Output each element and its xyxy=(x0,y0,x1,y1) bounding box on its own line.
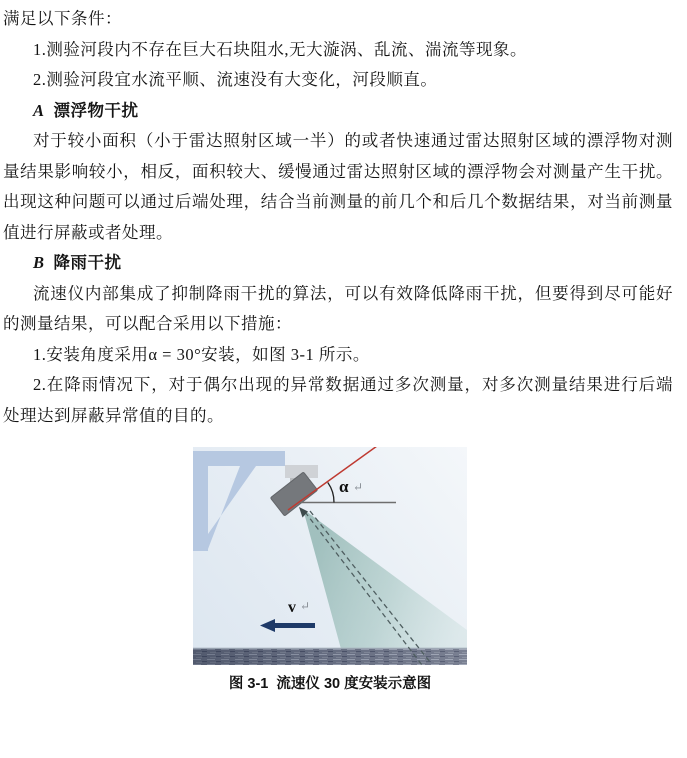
condition-item-2: 2.测验河段宜水流平顺、流速没有大变化，河段顺直。 xyxy=(33,70,438,89)
section-a-letter: A xyxy=(33,100,45,120)
section-b-body: 流速仪内部集成了抑制降雨干扰的算法，可以有效降低降雨干扰，但要得到尽可能好的测量结果，可以配合采用以下措施： xyxy=(3,283,673,333)
section-a-heading xyxy=(3,96,673,127)
velocity-return-mark: ↵ xyxy=(300,599,311,613)
section-a-body: 对于较小面积（小于雷达照射区域一半）的或者快速通过雷达照射区域的漂浮物对测量结果影响较小，相反，面积较大、缓慢通过雷达照射区域的漂浮物会对测量产生干扰。出现这种问题可以通过后端处理，结合当前测量的前几个和后几个数据结果，对当前测量值进行屏蔽或者处理。 xyxy=(3,131,673,242)
installation-diagram xyxy=(193,447,467,665)
water-shading xyxy=(193,649,467,666)
section-b-letter: B xyxy=(33,253,45,272)
water-horizon-highlight xyxy=(193,648,467,649)
condition-item-1: 1.测验河段内不存在巨大石块阻水,无大漩涡、乱流、湍流等现象。 xyxy=(33,39,527,59)
alpha-angle-label: α xyxy=(339,477,349,496)
bracket-post xyxy=(193,451,208,551)
section-a-title: 漂浮物干扰 xyxy=(53,101,139,120)
section-b-item-2: 2.在降雨情况下，对于偶尔出现的异常数据通过多次测量，对多次测量结果进行后端处理达到屏蔽异常值的目的。 xyxy=(3,375,673,425)
section-b-item-1: 1.安装角度采用α = 30°安装，如图 3-1 所示。 xyxy=(33,344,370,364)
section-b-title: 降雨干扰 xyxy=(53,254,122,272)
intro-line: 满足以下条件： xyxy=(3,9,122,28)
velocity-label: v xyxy=(288,599,296,616)
section-b-heading xyxy=(3,248,673,279)
figure-caption: 图 3-1 流速仪 30 度安装示意图 xyxy=(228,676,432,692)
alpha-return-mark: ↵ xyxy=(353,480,364,494)
figure-3-1-diagram xyxy=(193,447,467,665)
